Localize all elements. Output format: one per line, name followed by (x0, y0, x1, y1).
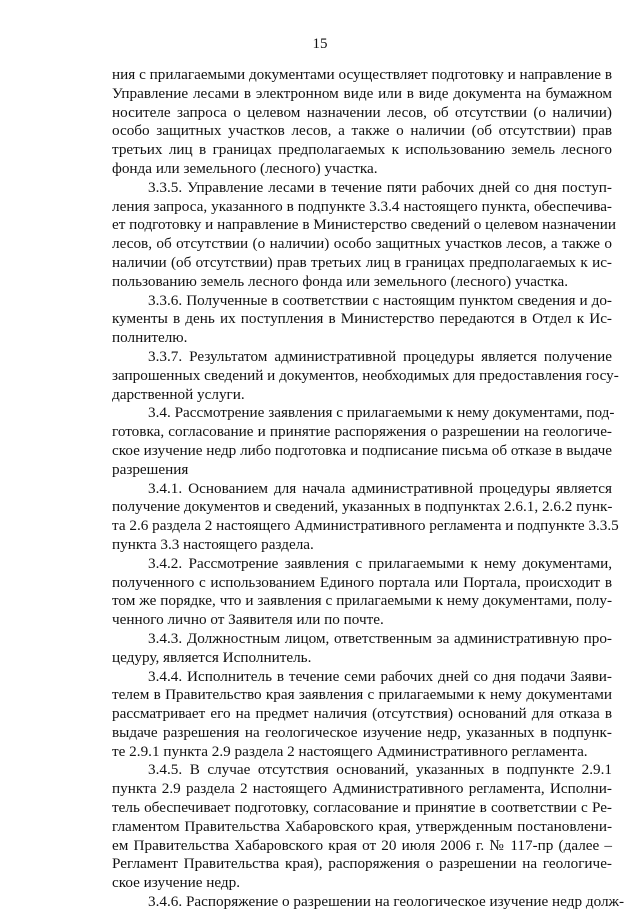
text-line: третьих лиц в границах предполагаемых к использованию земель лесного (112, 141, 612, 159)
text-line: ет подготовку и направление в Министерство сведений о целевом назначении (112, 216, 616, 234)
page-number: 15 (312, 36, 328, 52)
text-line: 3.4.4. Исполнитель в течение семи рабочих дней со дня подачи Заяви- (148, 667, 612, 685)
text-line: 3.4.6. Распоряжение о разрешении на геологическое изучение недр долж- (148, 893, 625, 911)
text-line: 3.3.7. Результатом административной процедуры является получение (148, 347, 612, 365)
text-line: 3.4.5. В случае отсутствия оснований, указанных в подпункте 2.9.1 (148, 761, 612, 779)
text-line: те 2.9.1 пункта 2.9 раздела 2 настоящего Административного регламента. (112, 742, 588, 760)
text-line: полученного с использованием Единого портала или Портала, происходит в (112, 573, 612, 591)
text-line: кументы в день их поступления в Министерство передаются в Отдел к Ис- (112, 310, 612, 328)
text-line: 3.3.6. Полученные в соответствии с настоящим пунктом сведения и до- (148, 291, 612, 309)
text-line: ское изучение недр либо подготовка и подписание письма об отказе в выдаче (112, 441, 612, 459)
text-line: фонда или земельного (лесного) участка. (112, 159, 378, 177)
text-line: ления запроса, указанного в подпункте 3.3.4 настоящего пункта, обеспечива- (112, 197, 612, 215)
text-line: полнителю. (112, 329, 188, 347)
text-line: 3.4.1. Основанием для начала административной процедуры является (148, 479, 612, 497)
text-line: том же порядке, что и заявления с прилагаемыми к нему документами, полу- (112, 592, 612, 610)
text-line: цедуру, является Исполнитель. (112, 648, 312, 666)
text-line: наличии (об отсутствии) прав третьих лиц в границах предполагаемых к ис- (112, 253, 612, 271)
text-line: разрешения (112, 460, 189, 478)
text-line: телем в Правительство края заявления с прилагаемыми к нему документами (112, 686, 612, 704)
text-line: лесов, об отсутствии (о наличии) особо защитных участков лесов, а также о (112, 235, 612, 253)
text-line: 3.3.5. Управление лесами в течение пяти рабочих дней со дня поступ- (148, 178, 612, 196)
text-line: готовка, согласование и принятие распоряжения о разрешении на геологиче- (112, 423, 612, 441)
text-line: Регламент Правительства края), распоряжения о разрешении на геологиче- (112, 855, 612, 873)
text-line: тель обеспечивает подготовку, согласование и принятие в соответствии с Ре- (112, 799, 612, 817)
text-line: пункта 3.3 настоящего раздела. (112, 535, 314, 553)
text-line: особо защитных участков лесов, а также о наличии (об отсутствии) прав (112, 122, 612, 140)
text-line: 3.4.3. Должностным лицом, ответственным за административную про- (148, 629, 612, 647)
text-line: пользованию земель лесного фонда или земельного (лесного) участка. (112, 272, 569, 290)
text-line: 3.4. Рассмотрение заявления с прилагаемыми к нему документами, под- (148, 404, 615, 422)
text-line: Управление лесами в электронном виде или в виде документа на бумажном (112, 84, 612, 102)
text-line: носителе запроса о целевом назначении лесов, об отсутствии (о наличии) (112, 103, 612, 121)
text-line: та 2.6 раздела 2 настоящего Административного регламента и подпункте 3.3.5 (112, 517, 619, 535)
text-line: ское изучение недр. (112, 874, 241, 892)
text-line: получение документов и сведений, указанных в подпунктах 2.6.1, 2.6.2 пунк- (112, 498, 613, 516)
body-text (112, 66, 625, 912)
text-line: дарственной услуги. (112, 385, 245, 403)
text-line: рассматривает его на предмет наличия (отсутствия) оснований для отказа в (112, 705, 612, 723)
text-line: ченного лично от Заявителя или по почте. (112, 611, 384, 629)
text-line: запрошенных сведений и документов, необходимых для предоставления госу- (112, 366, 619, 384)
text-line: ем Правительства Хабаровского края от 20 июля 2006 г. № 117-пр (далее – (112, 836, 612, 854)
text-line: выдаче разрешения на геологическое изучение недр, указанных в подпунк- (112, 723, 612, 741)
text-line: 3.4.2. Рассмотрение заявления с прилагаемыми к нему документами, (148, 554, 612, 572)
text-line: гламентом Правительства Хабаровского края, утвержденным постановлени- (112, 817, 612, 835)
text-line: пункта 2.9 раздела 2 настоящего Административного регламента, Исполни- (112, 780, 612, 798)
text-line: ния с прилагаемыми документами осуществляет подготовку и направление в (112, 66, 612, 83)
